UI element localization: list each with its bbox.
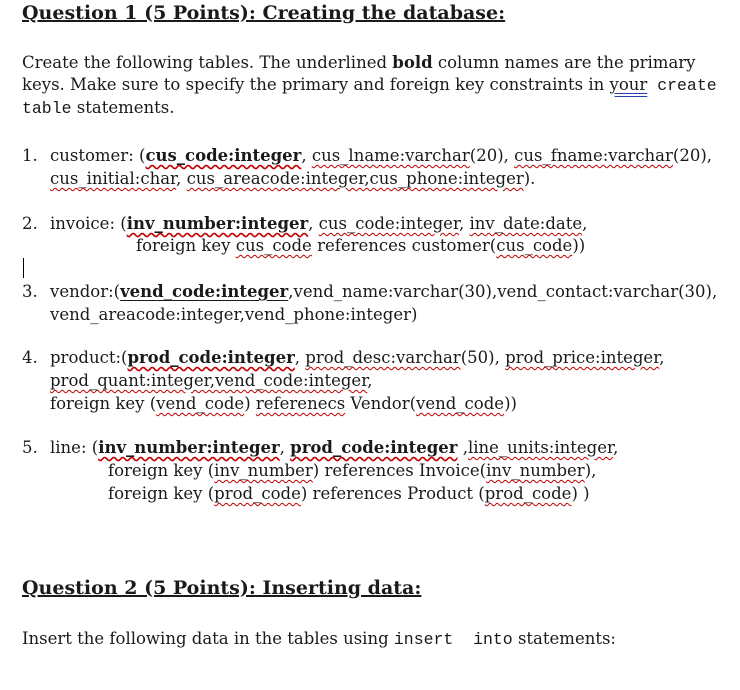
text: Vendor( xyxy=(345,394,417,413)
item-number: 4. xyxy=(22,348,38,367)
column: cus_areacode:integer,cus_phone:integer xyxy=(186,169,524,188)
question-1-heading: Question 1 (5 Points): Creating the database: xyxy=(22,2,506,24)
item-5-line-3 xyxy=(108,484,590,503)
text: )) xyxy=(504,394,517,413)
primary-key: prod_code:integer xyxy=(127,348,295,367)
question-2-text xyxy=(22,629,616,649)
intro-code-create: create xyxy=(647,76,717,95)
text: foreign key ( xyxy=(50,394,157,413)
intro-text: statements. xyxy=(71,98,175,117)
text: invoice: ( xyxy=(50,214,127,233)
text: )) xyxy=(572,236,586,255)
text: (50), xyxy=(460,348,506,367)
misspelled-word: referenecs xyxy=(255,394,346,413)
column: vend_code xyxy=(416,394,505,413)
text: (20), xyxy=(469,146,515,165)
column: cus_code xyxy=(235,236,312,255)
item-number: 3. xyxy=(22,282,38,301)
column: inv_number xyxy=(486,461,585,480)
text: , xyxy=(613,438,619,457)
item-5-line-2 xyxy=(108,461,596,480)
item-4-line-2 xyxy=(50,371,373,390)
text: , xyxy=(367,371,373,390)
text: vendor:( xyxy=(50,282,121,301)
question-2-heading: Question 2 (5 Points): Inserting data: xyxy=(22,577,422,599)
item-3-line-2 xyxy=(50,305,417,324)
text: , xyxy=(294,348,306,367)
text: , xyxy=(457,438,468,457)
item-2-line-1 xyxy=(22,214,587,233)
text: ) references Product ( xyxy=(300,484,485,503)
item-1-line-1 xyxy=(22,146,712,165)
column: cus_code:integer xyxy=(318,214,460,233)
intro-text: keys. Make sure to specify the primary and foreign key constraints in xyxy=(22,75,610,94)
text: ) references Invoice( xyxy=(312,461,487,480)
text: , xyxy=(659,348,665,367)
column: inv_number xyxy=(214,461,313,480)
text: vend_areacode:integer,vend_phone:integer) xyxy=(50,305,418,324)
item-3-line-1 xyxy=(22,282,717,301)
text: , xyxy=(279,438,291,457)
intro-your-word: your xyxy=(609,75,648,94)
text: ), xyxy=(584,461,597,480)
primary-key: cus_code:integer xyxy=(145,146,302,165)
column: prod_quant:integer,vend_code:integer xyxy=(50,371,368,390)
intro-code-table: table xyxy=(22,99,72,118)
text: statements: xyxy=(512,629,616,648)
item-5-line-1 xyxy=(22,438,618,457)
text: ,vend_name:varchar(30),vend_contact:varchar(30), xyxy=(288,282,718,301)
intro-line-3 xyxy=(22,98,174,118)
item-number: 2. xyxy=(22,214,38,233)
text: , xyxy=(176,169,187,188)
column: prod_code xyxy=(214,484,301,503)
text: Insert the following data in the tables using xyxy=(22,629,394,648)
text: , xyxy=(459,214,470,233)
primary-key: vend_code:integer xyxy=(120,282,289,301)
intro-text: Create the following tables. The underlined xyxy=(22,53,393,72)
text: ). xyxy=(523,169,536,188)
item-4-line-3 xyxy=(50,394,517,413)
intro-bold-word: bold xyxy=(392,53,433,72)
column: cus_fname:varchar xyxy=(514,146,673,165)
intro-line-1 xyxy=(22,53,696,72)
text: customer: ( xyxy=(50,146,146,165)
column: line_units:integer xyxy=(467,438,614,457)
text: product:( xyxy=(50,348,128,367)
column: prod_code xyxy=(484,484,572,503)
text: foreign key ( xyxy=(108,461,215,480)
primary-key: inv_number:integer xyxy=(98,438,280,457)
text: , xyxy=(301,146,312,165)
text: foreign key xyxy=(136,236,236,255)
code-insert-into: insert into xyxy=(393,630,513,649)
item-number: 1. xyxy=(22,146,38,165)
intro-line-2 xyxy=(22,75,717,95)
column: vend_code xyxy=(156,394,245,413)
text: ) ) xyxy=(571,484,590,503)
text: references customer( xyxy=(311,236,497,255)
item-1-line-2 xyxy=(50,169,535,188)
text: , xyxy=(308,214,319,233)
column: cus_code xyxy=(496,236,573,255)
column: inv_date:date xyxy=(469,214,583,233)
column: cus_lname:varchar xyxy=(311,146,470,165)
item-4-line-1 xyxy=(22,348,665,367)
primary-key: inv_number:integer xyxy=(126,214,309,233)
text: foreign key ( xyxy=(108,484,215,503)
column: cus_initial:char xyxy=(50,169,177,188)
item-2-line-2 xyxy=(136,236,585,255)
intro-text: column names are the primary xyxy=(432,53,696,72)
column: prod_price:integer xyxy=(505,348,660,367)
text-cursor xyxy=(23,258,24,278)
text: , xyxy=(582,214,588,233)
primary-key: prod_code:integer xyxy=(290,438,458,457)
text: line: ( xyxy=(50,438,99,457)
text: ) xyxy=(244,394,256,413)
item-number: 5. xyxy=(22,438,38,457)
text: (20), xyxy=(672,146,713,165)
column: prod_desc:varchar xyxy=(305,348,461,367)
